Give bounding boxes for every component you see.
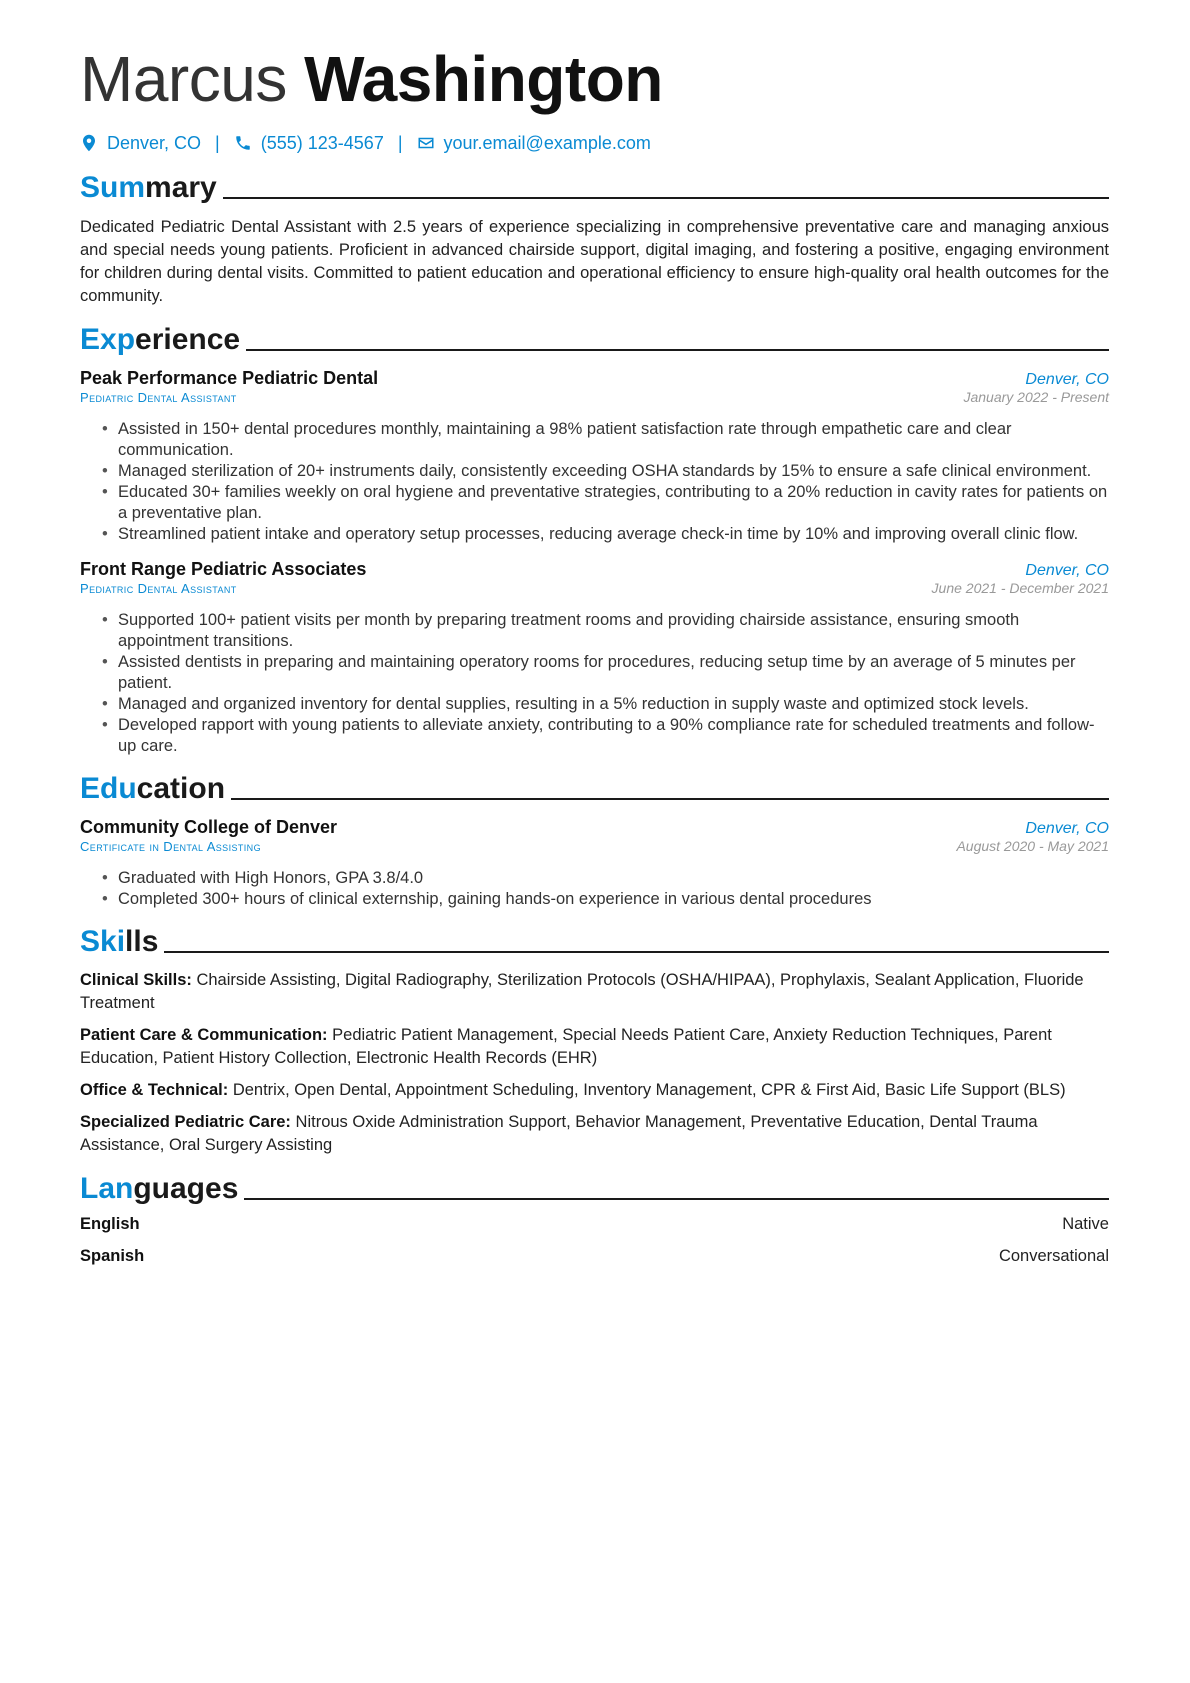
skill-text: Dentrix, Open Dental, Appointment Scheduling, Inventory Management, CPR & First Aid, Basic Life Support (BLS)	[232, 1081, 1066, 1099]
phone-icon	[234, 134, 252, 152]
title-accent: Edu	[80, 772, 137, 805]
entry-location: Denver, CO	[1025, 562, 1109, 579]
skill-text: Nitrous Oxide Administration Support, Behavior Management, Preventative Education, Dental Trauma Assistance, Oral Surgery Assisting	[80, 1113, 1038, 1154]
list-item: • Managed sterilization of 20+ instruments daily, consistently exceeding OSHA standards by 15% to ensure a safe clinical environment.	[118, 461, 1109, 482]
bullet-list	[80, 868, 1109, 910]
section-rule	[246, 349, 1109, 351]
envelope-icon	[417, 134, 435, 152]
contact-bar	[80, 130, 1109, 156]
section-title	[80, 322, 240, 358]
section-education-heading	[80, 769, 1109, 807]
language-row	[80, 1215, 1109, 1239]
employer-name: Peak Performance Pediatric Dental	[80, 368, 379, 388]
title-rest: erience	[135, 323, 241, 356]
entry-location: Denver, CO	[1025, 371, 1109, 388]
section-languages-heading	[80, 1169, 1109, 1207]
job-title: Pediatric Dental Assistant	[80, 390, 237, 405]
experience-entry	[80, 559, 1109, 757]
map-marker-icon	[80, 134, 98, 152]
section-title	[80, 170, 217, 206]
list-item: • Assisted dentists in preparing and maintaining operatory rooms for procedures, reducing setup time by an average of 5 minutes per patient.	[118, 652, 1109, 694]
title-rest: mary	[145, 171, 217, 204]
experience-entry	[80, 368, 1109, 545]
education-entry	[80, 817, 1109, 910]
first-name: Marcus	[80, 43, 287, 115]
skill-label: Office & Technical:	[80, 1081, 229, 1099]
skill-group	[80, 969, 1109, 1015]
title-rest: lls	[125, 925, 159, 958]
entry-dates: August 2020 - May 2021	[956, 838, 1109, 854]
title-accent: Sum	[80, 171, 146, 204]
skill-label: Specialized Pediatric Care:	[80, 1113, 291, 1131]
list-item: • Managed and organized inventory for dental supplies, resulting in a 5% reduction in supply waste and optimized stock levels.	[118, 694, 1109, 715]
credential: Certificate in Dental Assisting	[80, 839, 261, 854]
section-summary-heading	[80, 168, 1109, 206]
location-text: Denver, CO	[107, 132, 202, 153]
phone-text: (555) 123-4567	[260, 132, 384, 153]
list-item: • Streamlined patient intake and operatory setup processes, reducing average check-in time by 10% and improving overall clinic flow.	[118, 524, 1109, 545]
title-rest: guages	[133, 1172, 239, 1205]
contact-location	[80, 133, 201, 154]
entry-dates: January 2022 - Present	[963, 389, 1109, 405]
section-rule	[244, 1198, 1109, 1200]
skill-text: Chairside Assisting, Digital Radiography, Sterilization Protocols (OSHA/HIPAA), Prophylaxis, Sealant Application, Fluoride Treatment	[80, 971, 1084, 1012]
school-name: Community College of Denver	[80, 817, 338, 837]
skill-label: Patient Care & Communication:	[80, 1026, 328, 1044]
skill-group	[80, 1079, 1109, 1102]
contact-email[interactable]	[417, 133, 651, 154]
list-item: • Completed 300+ hours of clinical externship, gaining hands-on experience in various dental procedures	[118, 889, 1109, 910]
contact-separator: |	[397, 132, 403, 153]
list-item: • Developed rapport with young patients to alleviate anxiety, contributing to a 90% compliance rate for scheduled treatments and follow-up care.	[118, 715, 1109, 757]
language-level: Native	[1062, 1215, 1109, 1233]
email-text: your.email@example.com	[443, 132, 651, 153]
title-accent: Ski	[80, 925, 126, 958]
section-rule	[231, 798, 1109, 800]
job-title: Pediatric Dental Assistant	[80, 581, 237, 596]
entry-location: Denver, CO	[1025, 820, 1109, 837]
list-item: • Graduated with High Honors, GPA 3.8/4.0	[118, 868, 1109, 889]
skill-label: Clinical Skills:	[80, 971, 192, 989]
bullet-list	[80, 610, 1109, 757]
section-skills-heading	[80, 922, 1109, 960]
entry-dates: June 2021 - December 2021	[931, 580, 1109, 596]
candidate-name	[80, 40, 1109, 118]
list-item: • Educated 30+ families weekly on oral hygiene and preventative strategies, contributing to a 20% reduction in cavity rates for patients on a preventative plan.	[118, 482, 1109, 524]
contact-separator: |	[215, 132, 220, 153]
skill-group	[80, 1024, 1109, 1070]
title-accent: Lan	[80, 1172, 134, 1205]
bullet-list	[80, 419, 1109, 545]
employer-name: Front Range Pediatric Associates	[80, 559, 367, 579]
last-name: Washington	[304, 43, 663, 115]
list-item: • Assisted in 150+ dental procedures monthly, maintaining a 98% patient satisfaction rate through empathetic care and clear communication.	[118, 419, 1109, 461]
skill-group	[80, 1111, 1109, 1157]
title-rest: cation	[136, 772, 226, 805]
section-title	[80, 1171, 238, 1207]
title-accent: Exp	[80, 323, 136, 356]
contact-phone[interactable]	[234, 133, 384, 154]
list-item: • Supported 100+ patient visits per month by preparing treatment rooms and providing chairside assistance, ensuring smooth appointment transitions.	[118, 610, 1109, 652]
skill-text: Pediatric Patient Management, Special Needs Patient Care, Anxiety Reduction Techniques, Parent Education, Patient History Collection, Electronic Health Records (EHR)	[80, 1026, 1052, 1067]
section-rule	[223, 197, 1109, 199]
section-rule	[164, 951, 1109, 953]
summary-text: Dedicated Pediatric Dental Assistant with 2.5 years of experience specializing in comprehensive preventative care and managing anxious and special needs young patients. Proficient in advanced chairside support, digital imaging, and fostering a positive, engaging environment for children during dental visits. Committed to patient education and operational efficiency to ensure high-quality oral health outcomes for the community.	[80, 218, 1109, 305]
language-level: Conversational	[998, 1247, 1109, 1265]
section-title	[80, 924, 158, 960]
language-row	[80, 1247, 1109, 1271]
language-name: English	[80, 1215, 140, 1233]
section-title	[80, 771, 225, 807]
section-experience-heading	[80, 320, 1109, 358]
language-name: Spanish	[80, 1247, 145, 1265]
